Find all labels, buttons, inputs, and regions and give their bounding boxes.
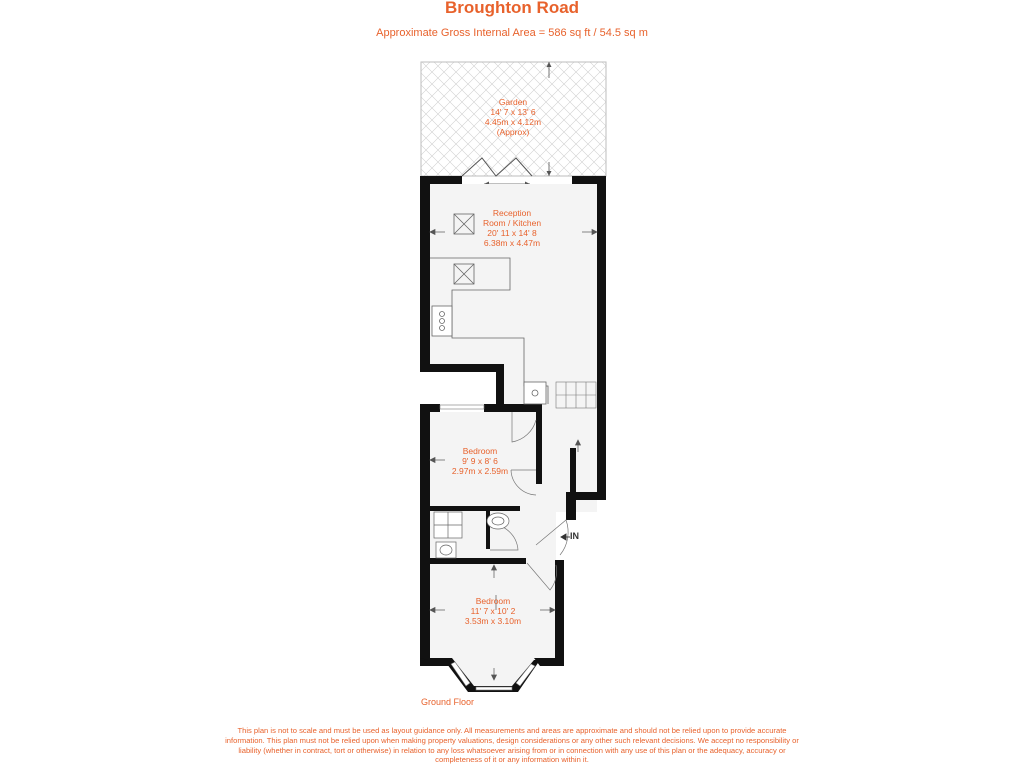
bedroom1-imperial: 9' 9 x 8' 6 — [462, 456, 498, 466]
disclaimer-text: This plan is not to scale and must be used as layout guidance only. All measurements and areas are approximate and should not be relied upon to provide accurate information. This plan must not be relied upon when making property valuations, design considerations or any other such relevant decisions. We accept no responsibility or liability (whether in contract, tort or otherwise) in relation to any loss whatsoever arising from or in connection with any use of this plan or the adequacy, accuracy or completeness of it or any information within it. — [225, 726, 799, 765]
garden-label — [463, 97, 563, 137]
garden-name: Garden — [498, 97, 528, 107]
bedroom1-label — [430, 446, 530, 476]
bedroom1-metric: 2.97m x 2.59m — [451, 466, 509, 476]
bedroom2-imperial: 11' 7 x 10' 2 — [470, 606, 516, 616]
entrance-label: IN — [570, 531, 579, 541]
reception-metric: 6.38m x 4.47m — [483, 238, 541, 248]
reception-label — [462, 208, 562, 248]
entrance-arrow — [561, 534, 570, 540]
area-summary: Approximate Gross Internal Area = 586 sq ft / 54.5 sq m — [376, 27, 648, 39]
reception-name-line1: Reception — [492, 208, 532, 218]
plan-title: Broughton Road — [444, 0, 580, 17]
floor-label: Ground Floor — [421, 697, 475, 707]
bedroom2-name: Bedroom — [475, 596, 511, 606]
bedroom1-name: Bedroom — [462, 446, 498, 456]
reception-imperial: 20' 11 x 14' 8 — [487, 228, 537, 238]
reception-name-line2: Room / Kitchen — [482, 218, 542, 228]
garden-imperial: 14' 7 x 13' 6 — [490, 107, 536, 117]
garden-note: (Approx) — [496, 127, 530, 137]
garden-metric: 4.45m x 4.12m — [484, 117, 542, 127]
bedroom2-metric: 3.53m x 3.10m — [464, 616, 522, 626]
bedroom2-label — [443, 596, 543, 626]
